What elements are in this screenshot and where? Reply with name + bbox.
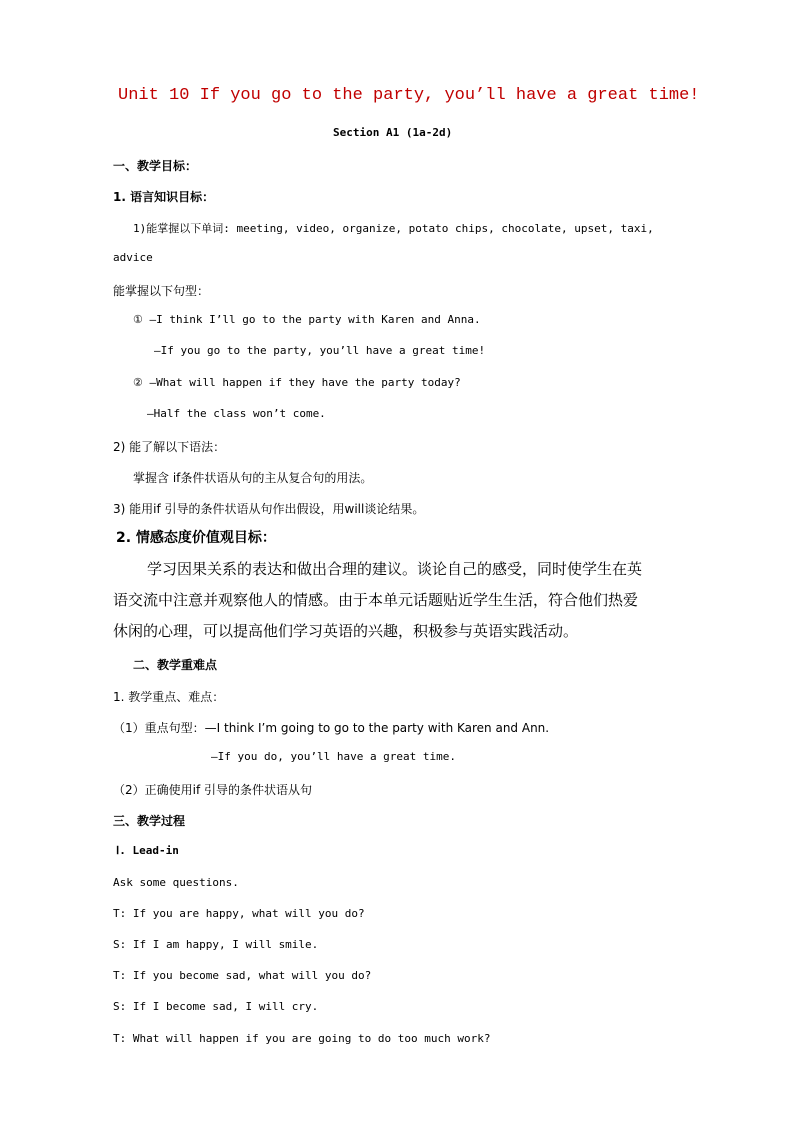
patterns-label: 能掌握以下句型： [113, 284, 210, 298]
dialog-line: T: If you are happy, what will you do? [113, 907, 365, 920]
emotional-goals-heading: 2. 情感态度价值观目标： [116, 530, 276, 546]
key-pattern-1a: （1）重点句型：—I think I’m going to go to the party with Karen and Ann. [113, 721, 550, 735]
section-subtitle: Section A1 (1a-2d) [333, 126, 453, 139]
grammar-label: 2) 能了解以下语法： [113, 440, 226, 454]
dialog-line: T: If you become sad, what will you do? [113, 969, 372, 982]
key-point-2: （2）正确使用if 引导的条件状语从句 [113, 783, 313, 797]
pattern-1b: —If you go to the party, you’ll have a great time! [154, 344, 486, 357]
dialog-line: T: What will happen if you are going to do too much work? [113, 1032, 491, 1045]
key-pattern-1b: —If you do, you’ll have a great time. [211, 750, 457, 763]
pattern-1a: ① —I think I’ll go to the party with Karen and Anna. [133, 313, 481, 326]
lead-in-heading: Ⅰ. Lead-in [116, 844, 179, 857]
grammar-text: 掌握含 if条件状语从句的主从复合句的用法。 [133, 471, 373, 485]
paragraph-line-2: 语交流中注意并观察他人的情感。由于本单元话题贴近学生生活，符合他们热爱 [113, 591, 639, 609]
vocab-line-2: advice [113, 251, 153, 264]
dialog-line: S: If I become sad, I will cry. [113, 1000, 319, 1013]
pattern-2a: ② —What will happen if they have the party today? [133, 376, 461, 389]
key-points-heading: 1. 教学重点、难点： [113, 690, 225, 704]
paragraph-line-3: 休闲的心理，可以提高他们学习英语的兴趣，积极参与英语实践活动。 [113, 622, 579, 640]
section-3-heading: 三、教学过程 [113, 814, 186, 828]
unit-title: Unit 10 If you go to the party, you’ll have a great time! [118, 86, 700, 105]
section-2-heading: 二、教学重难点 [133, 658, 218, 672]
item-3: 3) 能用if 引导的条件状语从句作出假设，用will谈论结果。 [113, 502, 425, 516]
section-1-heading: 一、教学目标： [113, 159, 198, 173]
pattern-2b: —Half the class won’t come. [147, 407, 326, 420]
vocab-line-1: 1)能掌握以下单词: meeting, video, organize, potato chips, chocolate, upset, taxi, [133, 222, 654, 235]
dialog-line: S: If I am happy, I will smile. [113, 938, 319, 951]
language-knowledge-heading: 1. 语言知识目标： [113, 190, 215, 204]
paragraph-line-1: 学习因果关系的表达和做出合理的建议。谈论自己的感受，同时使学生在英 [147, 560, 643, 578]
ask-questions: Ask some questions. [113, 876, 239, 889]
